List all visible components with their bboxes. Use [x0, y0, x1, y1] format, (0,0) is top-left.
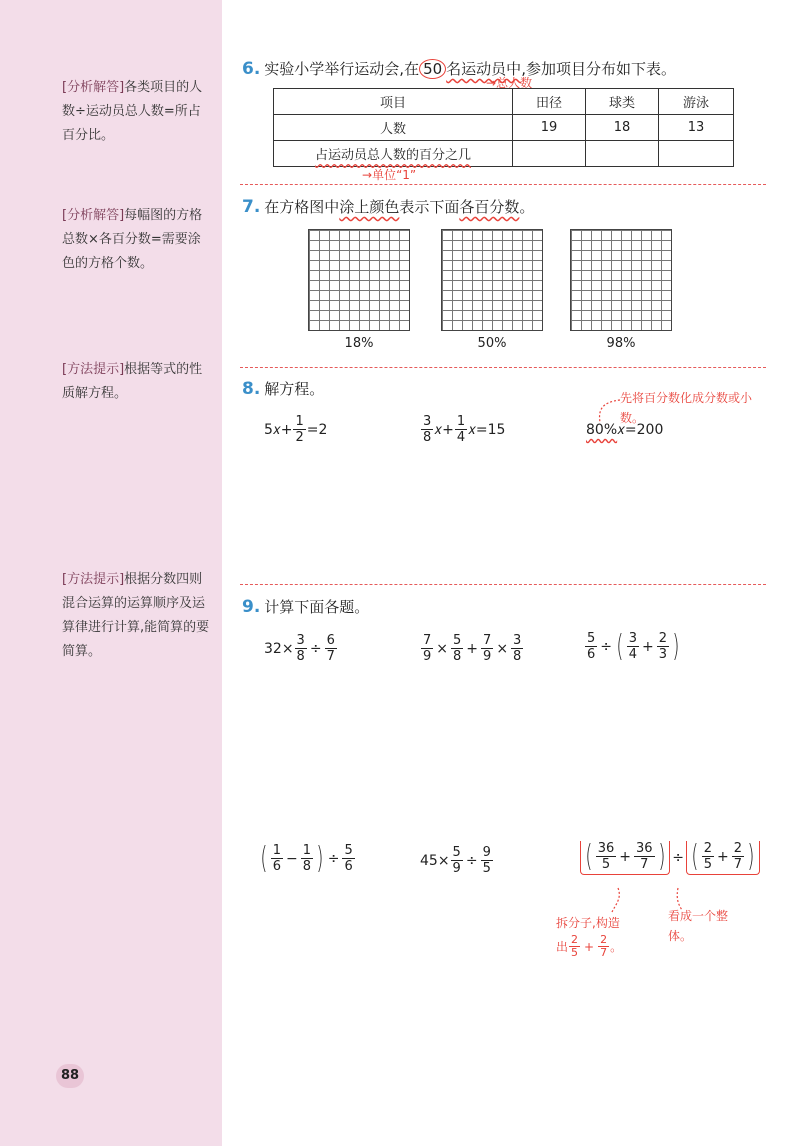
denominator: 5 [703, 857, 712, 872]
expr-term: 32× [264, 640, 294, 657]
table-cell: 18 [586, 115, 659, 141]
operator: ÷ [465, 852, 478, 869]
numerator: 2 [703, 841, 712, 856]
denominator: 7 [640, 857, 649, 872]
denominator: 5 [571, 946, 579, 959]
q9-text: 计算下面各题。 [264, 598, 370, 616]
fraction [585, 631, 597, 662]
expression-5 [420, 845, 494, 876]
operator: ÷ [327, 850, 340, 867]
q6-table [273, 88, 734, 167]
numerator: 2 [571, 933, 579, 946]
tip-q8 [62, 358, 212, 406]
table-cell: 人数 [274, 115, 513, 141]
numerator: 7 [423, 633, 432, 648]
operator: + [717, 848, 729, 865]
left-paren: ( [691, 838, 699, 874]
divider [240, 367, 766, 368]
tip-q6 [62, 76, 212, 148]
q9-note-whole: 看成一个整体。 [668, 909, 729, 943]
table-cell [274, 141, 513, 167]
eq-term: 5𝑥+ [264, 421, 293, 438]
expression-1 [264, 633, 338, 664]
numerator: 5 [453, 633, 462, 648]
operator: − [286, 850, 298, 867]
q9-note-split [556, 912, 646, 959]
operator: + [584, 939, 595, 954]
denominator: 9 [423, 649, 432, 664]
numerator: 3 [423, 414, 432, 429]
numerator: 1 [295, 414, 304, 429]
q6-circled-number: 50 [419, 59, 446, 79]
tip-text: 各类项目的人数÷运动员总人数=所占百分比。 [62, 80, 203, 143]
denominator: 8 [302, 859, 312, 874]
fraction [481, 845, 493, 876]
tip-q7 [62, 204, 212, 276]
denominator: 8 [296, 649, 305, 664]
q6-note-total-text: 总人数 [496, 76, 533, 90]
equation-3 [586, 422, 663, 438]
left-paren: ( [585, 838, 593, 874]
denominator: 8 [453, 649, 462, 664]
numerator: 2 [733, 841, 743, 856]
denominator: 8 [513, 649, 522, 664]
percent-grid-18[interactable] [308, 229, 410, 331]
expression-2 [420, 633, 524, 664]
grid-label: 18% [344, 336, 374, 351]
denominator: 7 [326, 649, 335, 664]
tip-tag: [方法提示] [62, 362, 125, 377]
fraction [511, 633, 523, 664]
fraction [451, 845, 463, 876]
table-row [274, 141, 734, 167]
divider [240, 584, 766, 585]
percent-grid-50[interactable] [441, 229, 543, 331]
tip-text: 根据等式的性质解方程。 [62, 362, 203, 401]
numerator: 9 [482, 845, 491, 860]
denominator: 5 [482, 861, 491, 876]
fraction [596, 841, 617, 872]
q6-text: 实验小学举行运动会,在 [264, 60, 420, 78]
q9-number: 9. [242, 597, 261, 617]
eq-term: =2 [306, 421, 328, 438]
answer-cell[interactable] [659, 141, 734, 167]
expression-4 [258, 840, 356, 876]
q7-text: 在方格图中 [264, 198, 340, 216]
expression-6 [580, 838, 760, 875]
eq-percent: 80% [586, 422, 618, 438]
fraction [732, 841, 744, 872]
fraction [569, 934, 580, 959]
eq-term: 𝑥=200 [617, 422, 664, 438]
fraction [271, 843, 283, 874]
q7-title [242, 196, 534, 217]
page-number: 88 [56, 1064, 84, 1088]
q9-title [242, 596, 369, 617]
expression-3 [584, 628, 682, 664]
q7-wavy-text: 涂上颜色 [339, 198, 400, 216]
table-row [274, 89, 734, 115]
q8-title [242, 378, 324, 399]
q6-wavy-text: 名运动员中 [446, 60, 522, 78]
q6-note-total: →总人数 [486, 76, 533, 90]
numerator: 1 [456, 414, 466, 429]
denominator: 9 [483, 649, 492, 664]
table-cell: 项目 [274, 89, 513, 115]
denominator: 4 [456, 430, 466, 445]
eq-term: 𝑥=15 [468, 421, 506, 438]
denominator: 8 [423, 430, 432, 445]
fraction [481, 633, 493, 664]
numerator: 5 [344, 843, 353, 858]
fraction [301, 843, 313, 874]
operator: ÷ [309, 640, 322, 657]
table-cell: 游泳 [659, 89, 734, 115]
expr-term: 45× [420, 852, 450, 869]
fraction [295, 633, 307, 664]
grid-label: 50% [477, 336, 507, 351]
fraction [657, 631, 669, 662]
divider [240, 184, 766, 185]
left-paren: ( [260, 840, 268, 876]
q8-number: 8. [242, 379, 261, 399]
denominator: 5 [601, 857, 611, 872]
note-text: 出 [556, 939, 569, 954]
answer-cell[interactable] [586, 141, 659, 167]
table-cell: 球类 [586, 89, 659, 115]
numerator: 3 [628, 631, 638, 646]
fraction [702, 841, 714, 872]
equation-2 [420, 414, 505, 445]
denominator: 9 [452, 861, 461, 876]
denominator: 6 [272, 859, 281, 874]
denominator: 2 [295, 430, 304, 445]
q8-note: 先将百分数化成分数或小数。 [620, 391, 753, 425]
fraction [421, 633, 433, 664]
numerator: 5 [452, 845, 461, 860]
right-paren: ) [657, 838, 665, 874]
note-text: 拆分子,构造 [556, 916, 620, 930]
tip-tag: [分析解答] [62, 80, 125, 95]
q7-text-b: 表示下面 [399, 198, 460, 216]
right-paren: ) [747, 838, 755, 874]
numerator: 2 [600, 933, 608, 946]
left-paren: ( [616, 628, 624, 664]
tip-text: 根据分数四则混合运算的运算顺序及运算律进行计算,能简算的要简算。 [62, 572, 210, 659]
q6-pct-label: 占运动员总人数的百分之几 [314, 148, 471, 163]
q7-wavy-text-2: 各百分数 [459, 198, 520, 216]
tip-text: 每幅图的方格总数×各百分数=需要涂色的方格个数。 [62, 208, 203, 271]
denominator: 7 [600, 946, 608, 959]
numerator: 36 [597, 841, 615, 856]
q7-number: 7. [242, 197, 261, 217]
note-line [556, 934, 646, 959]
fraction [342, 843, 354, 874]
numerator: 6 [326, 633, 335, 648]
denominator: 7 [733, 857, 743, 872]
right-paren: ) [316, 840, 324, 876]
denominator: 4 [628, 647, 638, 662]
numerator: 7 [483, 633, 492, 648]
table-cell: 19 [513, 115, 586, 141]
q7-text-c: 。 [519, 198, 535, 216]
tip-q9 [62, 568, 212, 664]
q6-note-unit-text: 单位“1” [372, 168, 417, 182]
denominator: 6 [587, 647, 596, 662]
denominator: 6 [344, 859, 353, 874]
operator: + [619, 848, 631, 865]
operator: + [642, 638, 654, 655]
fraction [598, 934, 609, 959]
sidebar [0, 0, 222, 1146]
grouped-term-1 [580, 838, 670, 875]
answer-cell[interactable] [513, 141, 586, 167]
equation-1 [264, 414, 327, 445]
grouped-term-2 [686, 838, 760, 875]
right-paren: ) [672, 628, 680, 664]
operator: ÷ [600, 638, 613, 655]
denominator: 3 [658, 647, 668, 662]
q6-text-end: ,参加项目分布如下表。 [521, 60, 676, 78]
fraction [325, 633, 337, 664]
operator: × [496, 640, 509, 657]
numerator: 3 [513, 633, 522, 648]
table-cell: 13 [659, 115, 734, 141]
operator: × [436, 640, 449, 657]
tip-tag: [分析解答] [62, 208, 125, 223]
numerator: 1 [272, 843, 281, 858]
numerator: 2 [658, 631, 668, 646]
q6-note-unit: →单位“1” [362, 168, 417, 182]
numerator: 1 [302, 843, 312, 858]
fraction [455, 414, 467, 445]
table-cell: 田径 [513, 89, 586, 115]
fraction [634, 841, 655, 872]
note-text: 。 [610, 939, 623, 954]
table-row [274, 115, 734, 141]
tip-tag: [方法提示] [62, 572, 125, 587]
fraction [627, 631, 639, 662]
operator: + [466, 640, 479, 657]
q6-title [242, 58, 676, 79]
operator: ÷ [672, 850, 684, 866]
q8-text: 解方程。 [264, 380, 325, 398]
numerator: 5 [587, 631, 596, 646]
fraction [293, 414, 305, 445]
numerator: 3 [296, 633, 305, 648]
fraction [421, 414, 433, 445]
eq-term: 𝑥+ [434, 421, 454, 438]
fraction [451, 633, 463, 664]
numerator: 36 [636, 841, 653, 856]
q6-number: 6. [242, 59, 261, 79]
percent-grid-98[interactable] [570, 229, 672, 331]
grid-label: 98% [606, 336, 636, 351]
